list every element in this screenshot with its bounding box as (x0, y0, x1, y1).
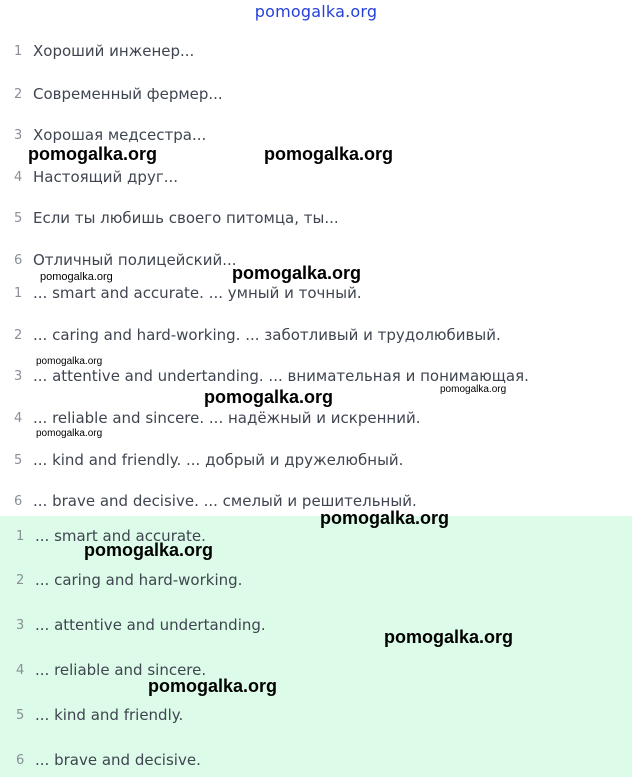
answer-text: ... caring and hard-working. ... заботливый и трудолюбивый. (33, 326, 501, 344)
watermark: pomogalka.org (36, 356, 103, 367)
question-row (0, 39, 194, 63)
answer-number: 6 (14, 493, 23, 509)
question-text: Современный фермер... (33, 85, 223, 103)
watermark: pomogalka.org (36, 428, 103, 439)
watermark: pomogalka.org (264, 144, 394, 164)
watermark: pomogalka.org (440, 384, 507, 395)
watermark: pomogalka.org (232, 263, 362, 283)
question-text: Отличный полицейский... (33, 251, 237, 269)
question-row (0, 82, 223, 106)
option-row (0, 748, 201, 772)
watermark: pomogalka.org (320, 508, 450, 528)
answer-row (0, 323, 501, 347)
option-row (0, 703, 183, 727)
option-text: ... reliable and sincere. (35, 661, 207, 679)
header-watermark: pomogalka.org (254, 2, 378, 21)
answer-text: ... smart and accurate. ... умный и точный. (33, 284, 362, 302)
option-text: ... kind and friendly. (35, 706, 184, 724)
option-row (0, 568, 242, 592)
option-number: 3 (16, 617, 25, 633)
option-number: 6 (16, 752, 25, 768)
answer-number: 5 (14, 452, 23, 468)
question-number: 1 (14, 43, 23, 59)
option-text: ... attentive and undertanding. (35, 616, 266, 634)
watermark: pomogalka.org (28, 144, 158, 164)
question-number: 5 (14, 210, 23, 226)
option-number: 2 (16, 572, 25, 588)
question-row (0, 165, 178, 189)
option-text: ... caring and hard-working. (35, 571, 243, 589)
watermark: pomogalka.org (148, 676, 278, 696)
question-number: 6 (14, 252, 23, 268)
option-text: ... smart and accurate. (35, 527, 206, 545)
question-row (0, 248, 237, 272)
answer-text: ... reliable and sincere. ... надёжный и искренний. (33, 409, 421, 427)
option-number: 4 (16, 662, 25, 678)
option-text: ... brave and decisive. (35, 751, 201, 769)
answer-text: ... kind and friendly. ... добрый и дружелюбный. (33, 451, 404, 469)
answer-text: ... brave and decisive. ... смелый и решительный. (33, 492, 417, 510)
answer-row (0, 448, 403, 472)
option-row (0, 613, 266, 637)
answer-number: 2 (14, 327, 23, 343)
question-text: Хорошая медсестра... (33, 126, 207, 144)
answer-row (0, 281, 362, 305)
answer-number: 4 (14, 410, 23, 426)
answer-number: 1 (14, 285, 23, 301)
watermark: pomogalka.org (40, 271, 113, 283)
answer-row (0, 406, 420, 430)
option-number: 5 (16, 707, 25, 723)
option-number: 1 (16, 528, 25, 544)
question-row (0, 206, 339, 230)
question-text: Настоящий друг... (33, 168, 179, 186)
question-number: 3 (14, 127, 23, 143)
watermark: pomogalka.org (84, 540, 214, 560)
watermark: pomogalka.org (204, 387, 334, 407)
question-text: Хороший инженер... (33, 42, 195, 60)
answer-text: ... attentive and undertanding. ... внимательная и понимающая. (33, 367, 529, 385)
question-number: 2 (14, 86, 23, 102)
question-number: 4 (14, 169, 23, 185)
answer-number: 3 (14, 368, 23, 384)
question-text: Если ты любишь своего питомца, ты... (33, 209, 339, 227)
watermark: pomogalka.org (384, 627, 514, 647)
